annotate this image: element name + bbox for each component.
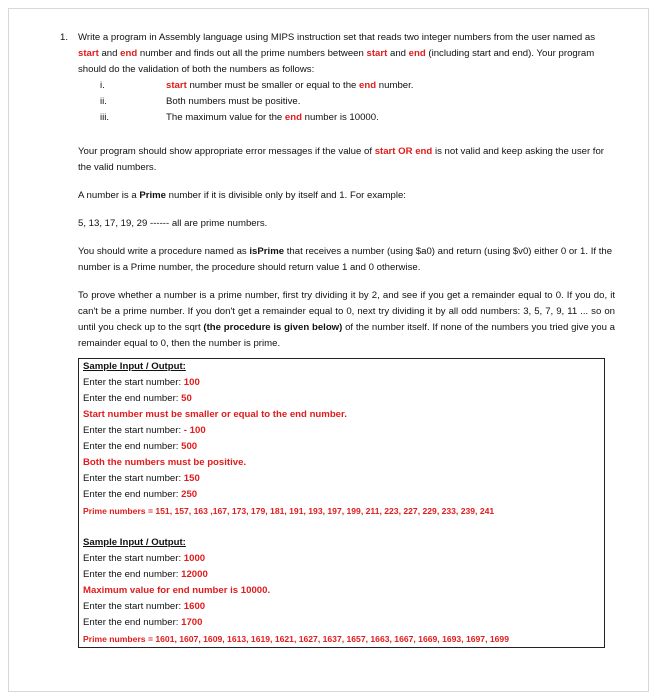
sample-heading: Sample Input / Output: — [83, 361, 186, 372]
spacer — [83, 519, 600, 535]
document-page — [60, 30, 615, 648]
list-item: iii. The maximum value for the end number is 10000. — [100, 112, 379, 123]
sample-primes-line: Prime numbers = 1601, 1607, 1609, 1613, 1619, 1621, 1627, 1637, 1657, 1663, 1667, 1669, 1693, 1697, 1699 — [83, 634, 509, 644]
validation-list — [100, 78, 615, 126]
question-intro: Write a program in Assembly language using MIPS instruction set that reads two integer numbers from the user named as start and end number and finds out all the prime numbers between start and end (including start and end). Your program should do the validation of both the numbers as follows: — [78, 32, 596, 75]
list-item: i. start number must be smaller or equal to the end number. — [100, 80, 414, 91]
sample-primes-line: Prime numbers = 151, 157, 163 ,167, 173, 179, 181, 191, 193, 197, 199, 211, 223, 227, 229, 233, 239, 241 — [83, 506, 495, 516]
sample-line: Enter the end number: 12000 — [83, 569, 208, 580]
sample-line: Enter the start number: - 100 — [83, 425, 206, 436]
sample-line: Enter the start number: 150 — [83, 473, 200, 484]
sample-line: Enter the end number: 250 — [83, 489, 198, 500]
sample-heading: Sample Input / Output: — [83, 537, 186, 548]
sample-line: Enter the start number: 1000 — [83, 553, 206, 564]
sample-line: Enter the end number: 500 — [83, 441, 198, 452]
question-1 — [60, 30, 615, 126]
sample-error-line: Maximum value for end number is 10000. — [83, 585, 271, 596]
list-item: ii. Both numbers must be positive. — [100, 96, 301, 107]
sample-io-box — [78, 358, 605, 648]
sample-error-line: Start number must be smaller or equal to the end number. — [83, 409, 347, 420]
paragraph-method: To prove whether a number is a prime number, first try dividing it by 2, and see if you get a remainder equal to 0. If you do, it can't be a prime number. If you don't get a remainder equal to 0, next try dividing it by all odd numbers: 3, 5, 7, 9, 11 ... so on until you check up to the sqrt (the procedure is given below) of the number itself. If none of the numbers you tried give you a remainder equal to 0, then the number is prime. — [78, 290, 615, 349]
paragraph-example: 5, 13, 17, 19, 29 ------ all are prime numbers. — [78, 218, 268, 229]
sample-line: Enter the start number: 100 — [83, 377, 200, 388]
sample-line: Enter the start number: 1600 — [83, 601, 206, 612]
sample-error-line: Both the numbers must be positive. — [83, 457, 247, 468]
sample-line: Enter the end number: 1700 — [83, 617, 203, 628]
question-number: 1. — [60, 32, 69, 43]
paragraph-prime-definition: A number is a Prime number if it is divisible only by itself and 1. For example: — [78, 190, 406, 201]
paragraph-error-messages: Your program should show appropriate error messages if the value of start OR end is not valid and keep asking the user for the valid numbers. — [78, 146, 605, 173]
sample-line: Enter the end number: 50 — [83, 393, 192, 404]
paragraph-procedure: You should write a procedure named as isPrime that receives a number (using $a0) and return (using $v0) either 0 or 1. If the number is a Prime number, the procedure should return value 1 and 0 otherwise. — [78, 246, 613, 273]
